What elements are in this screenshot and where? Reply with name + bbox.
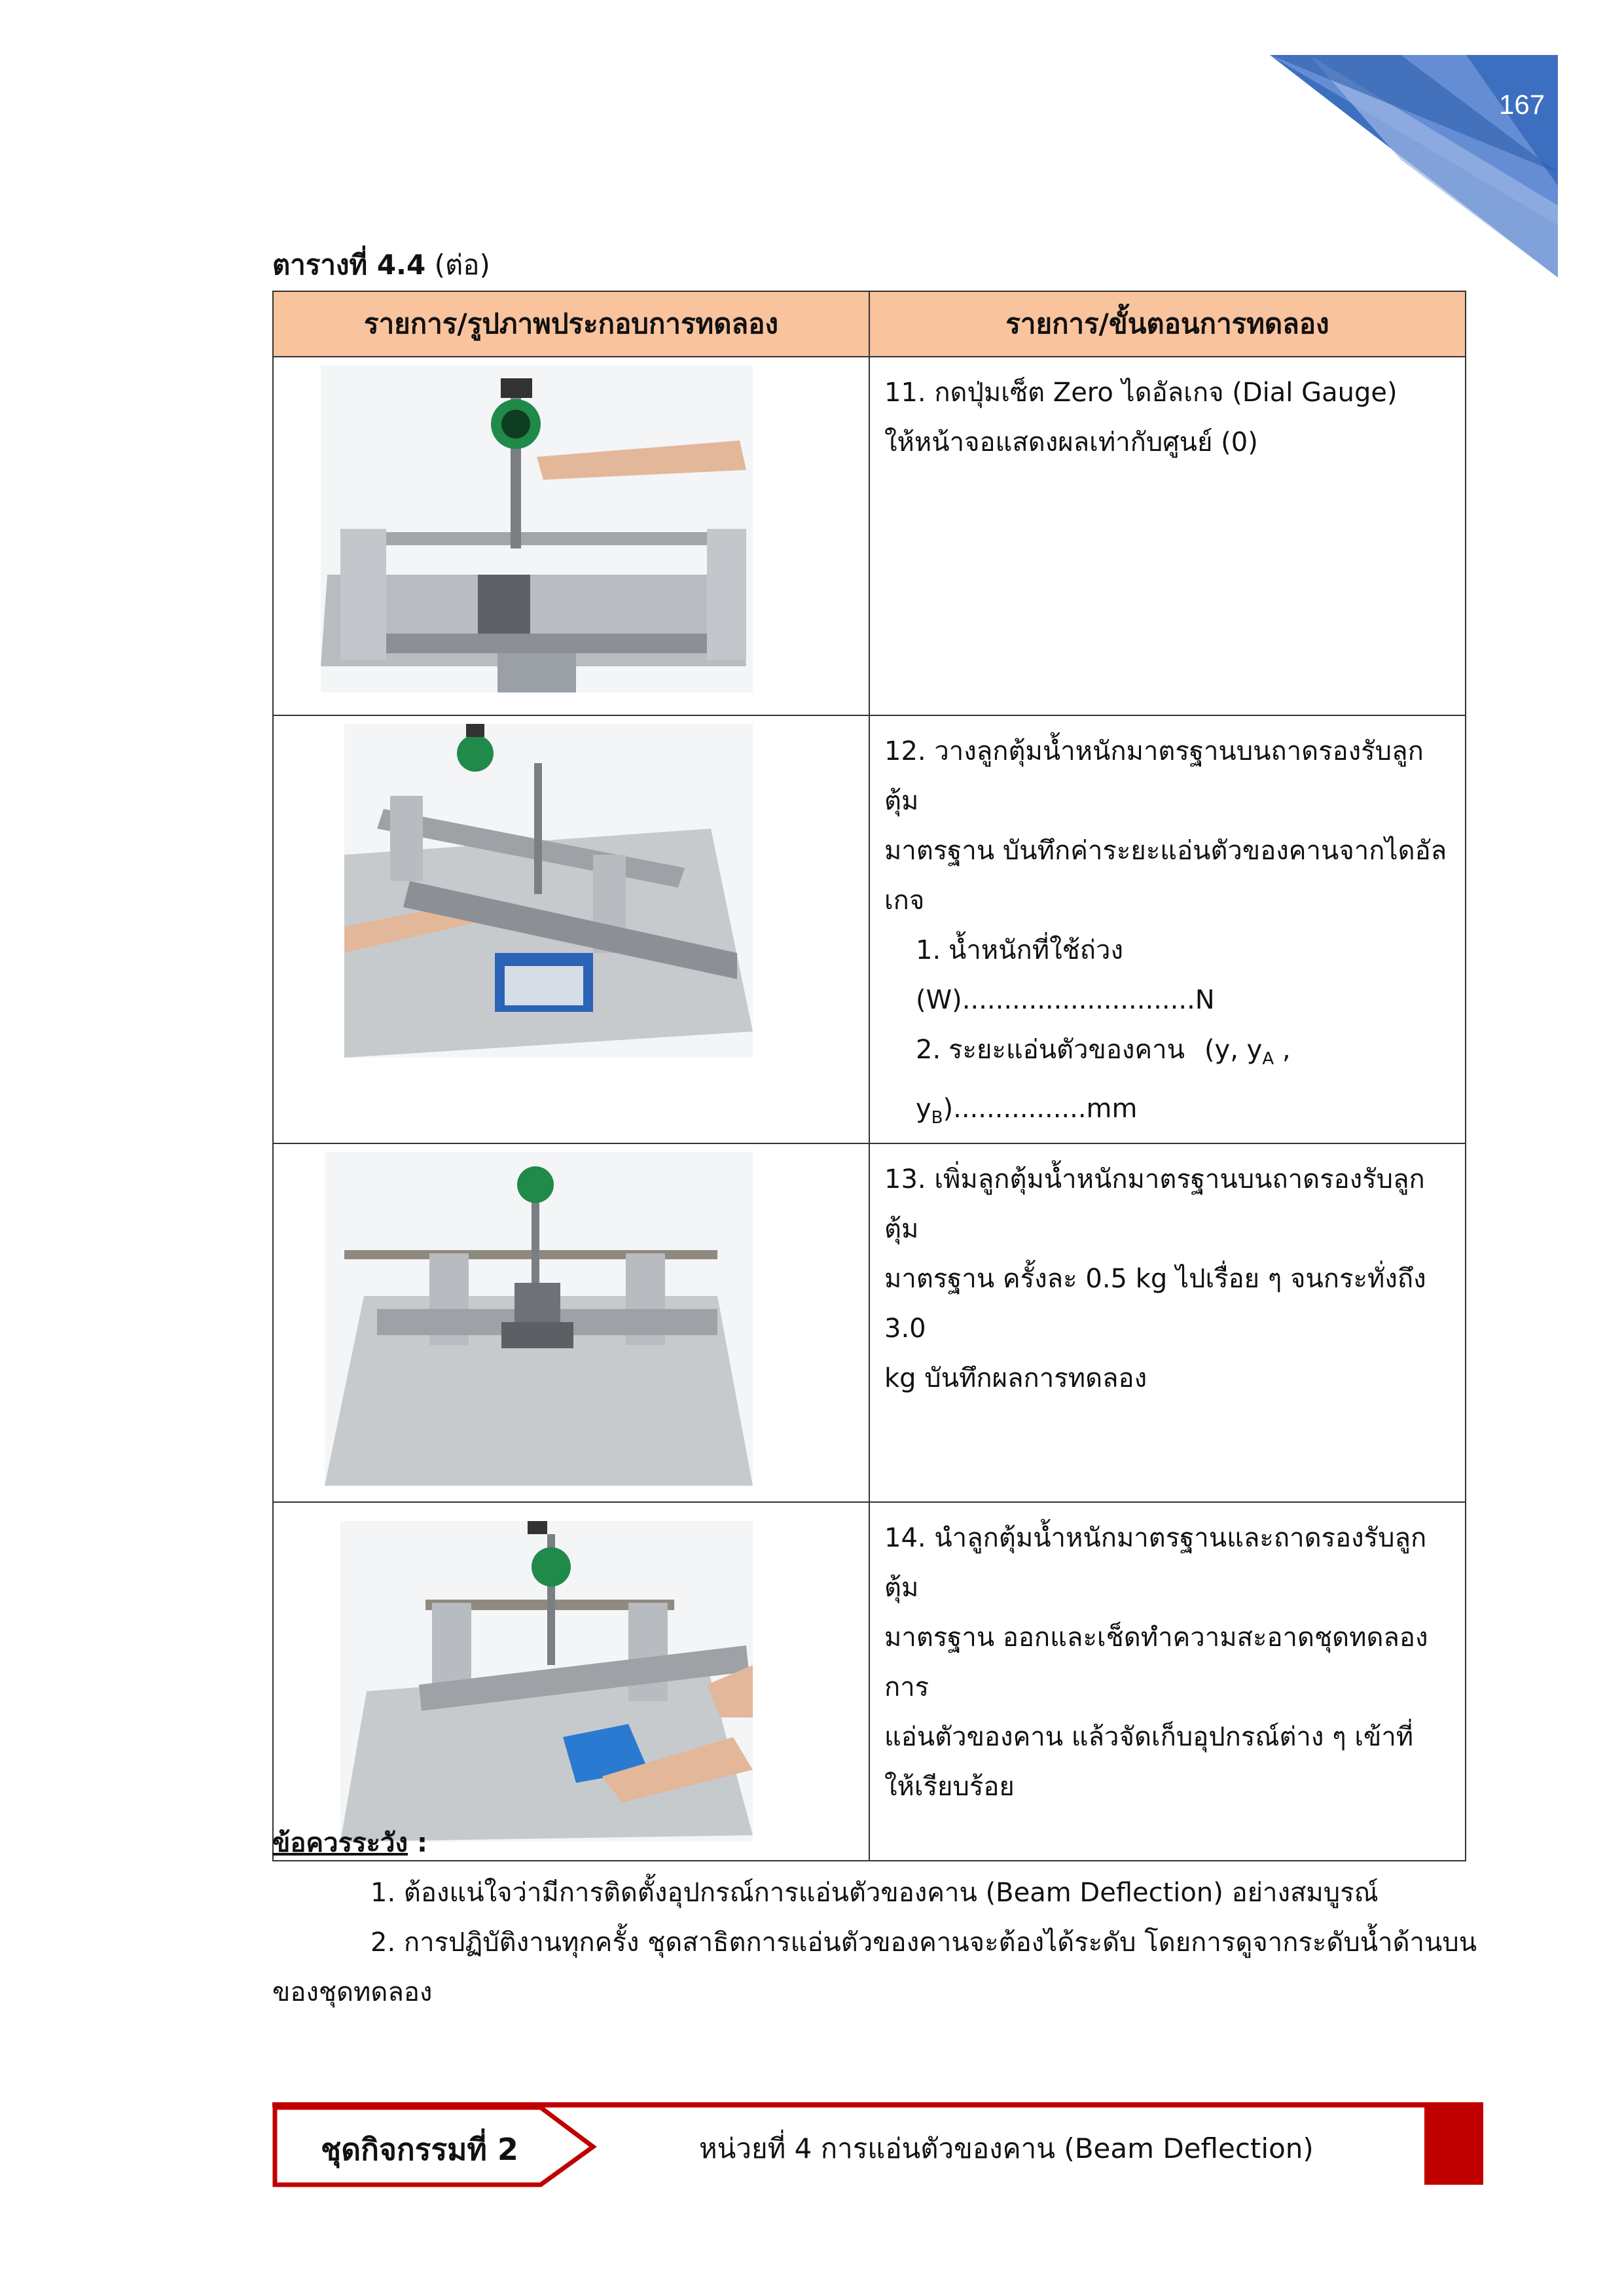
step-12-sub-2: 2. ระยะแอ่นตัวของคาน (y, $y_A$ , $y_B)................mm$ bbox=[916, 1035, 1291, 1128]
table-row bbox=[273, 1143, 1466, 1502]
table-row bbox=[273, 1502, 1466, 1861]
step-13-line-3: kg บันทึกผลการทดลอง bbox=[884, 1363, 1147, 1393]
photo-place-weight bbox=[344, 724, 753, 1058]
footer-unit-title: หน่วยที่ 4 การแอ่นตัวของคาน (Beam Deflection) bbox=[699, 2132, 1314, 2164]
footer-activity-label: ชุดกิจกรรมที่ 2 bbox=[321, 2132, 518, 2167]
cautions-heading: ข้อควรระวัง bbox=[272, 1828, 408, 1858]
step-12-line-2: มาตรฐาน บันทึกค่าระยะแอ่นตัวของคานจากไดอัลเกจ bbox=[884, 836, 1447, 916]
page-number: 167 bbox=[1499, 89, 1545, 120]
footer-red-block bbox=[1424, 2102, 1483, 2185]
corner-decoration bbox=[1270, 55, 1558, 278]
cautions-section bbox=[272, 1818, 1492, 2017]
photo-dial-gauge-zero bbox=[321, 365, 753, 692]
step-14-line-2: มาตรฐาน ออกและเช็ดทำความสะอาดชุดทดลองการ bbox=[884, 1623, 1428, 1702]
step-14-line-3: แอ่นตัวของคาน แล้วจัดเก็บอุปกรณ์ต่าง ๆ เข้าที่ bbox=[884, 1722, 1414, 1752]
table-row bbox=[273, 715, 1466, 1143]
header-steps: รายการ/ขั้นตอนการทดลอง bbox=[869, 291, 1466, 357]
cautions-heading-line: ข้อควรระวัง : bbox=[272, 1818, 1492, 1868]
photo-clean-up bbox=[340, 1521, 753, 1842]
caution-item-2: 2. การปฏิบัติงานทุกครั้ง ชุดสาธิตการแอ่นตัวของคานจะต้องได้ระดับ โดยการดูจากระดับน้ำด้านบนของชุดทดลอง bbox=[272, 1928, 1477, 2007]
step-14-line-1: 14. นำลูกตุ้มน้ำหนักมาตรฐานและถาดรองรับลูกตุ้ม bbox=[884, 1523, 1427, 1603]
table-caption-suffix: (ต่อ) bbox=[425, 249, 490, 281]
step-13-line-2: มาตรฐาน ครั้งละ 0.5 kg ไปเรื่อย ๆ จนกระทั่งถึง 3.0 bbox=[884, 1264, 1426, 1344]
step-12-line-1: 12. วางลูกตุ้มน้ำหนักมาตรฐานบนถาดรองรับลูกตุ้ม bbox=[884, 736, 1424, 816]
step-14-line-4: ให้เรียบร้อย bbox=[884, 1772, 1015, 1802]
photo-add-weights bbox=[325, 1152, 753, 1486]
header-picture: รายการ/รูปภาพประกอบการทดลอง bbox=[273, 291, 869, 357]
step-11-line-1: 11. กดปุ่มเซ็ต Zero ไดอัลเกจ (Dial Gauge) bbox=[884, 378, 1398, 408]
table-caption-number: ตารางที่ 4.4 bbox=[272, 249, 426, 281]
table-header-row bbox=[273, 291, 1466, 357]
step-13-line-1: 13. เพิ่มลูกตุ้มน้ำหนักมาตรฐานบนถาดรองรับลูกตุ้ม bbox=[884, 1164, 1425, 1244]
table-row bbox=[273, 357, 1466, 715]
table-caption bbox=[272, 243, 490, 287]
caution-item-1: 1. ต้องแน่ใจว่ามีการติดตั้งอุปกรณ์การแอ่นตัวของคาน (Beam Deflection) อย่างสมบูรณ์ bbox=[370, 1878, 1379, 1908]
step-11-line-2: ให้หน้าจอแสดงผลเท่ากับศูนย์ (0) bbox=[884, 427, 1258, 457]
step-12-sub-1: 1. น้ำหนักที่ใช้ถ่วง(W)............................N bbox=[916, 935, 1215, 1015]
steps-table bbox=[272, 291, 1466, 1861]
